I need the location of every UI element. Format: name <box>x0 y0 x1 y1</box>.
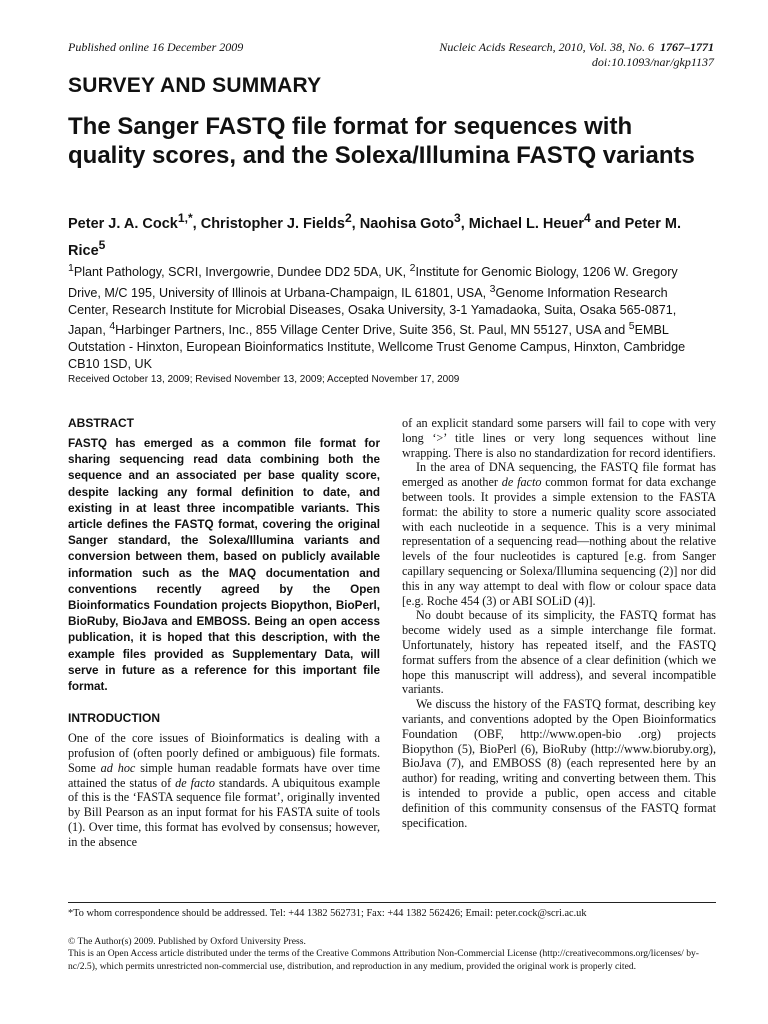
affil-marker: 5 <box>628 320 635 333</box>
affiliation-text: Harbinger Partners, Inc., 855 Village Center Drive, Suite 356, St. Paul, MN 55127, USA and <box>115 323 629 338</box>
abstract-heading: ABSTRACT <box>68 416 134 430</box>
left-column <box>68 416 380 850</box>
italic-term: de facto <box>175 775 215 790</box>
affiliation-text: EMBL Outstation - Hinxton, European Bioinformatics Institute, Wellcome Trust Genome Campus, Hinxton, Cambridge CB10 1SD, UK <box>68 323 686 371</box>
affiliation-text: Plant Pathology, SCRI, Invergowrie, Dundee DD2 5DA, UK, <box>73 265 410 280</box>
intro-paragraph <box>402 460 716 608</box>
affiliation-text: Genome Information Research Center, Research Institute for Microbial Diseases, Osaka University, 3-1 Yamadaoka, Suita, Osaka 565-0871, Japan, <box>68 285 677 338</box>
affil-marker: 1 <box>68 262 74 274</box>
intro-paragraph: We discuss the history of the FASTQ format, describing key variants, and conventions adopted by the Open Bioinformatics Foundation (OBF, http://www.open-bio .org) projects Biopython (5), BioPerl (6), BioRuby (http://www.bioruby.org), BioJava (7), and EMBOSS (8) (each represented here by an author) for reading, writing and converting between them. This is intended to provide a public, open access and citable definition of this community consensus of the FASTQ format specification. <box>402 697 716 830</box>
received-dates: Received October 13, 2009; Revised November 13, 2009; Accepted November 17, 2009 <box>68 374 460 385</box>
text-run: One of the core issues of Bioinformatics is dealing with a profusion of (often poorly defined or ambiguous) file formats. Some <box>68 731 380 775</box>
right-column <box>402 416 716 830</box>
copyright-line: © The Author(s) 2009. Published by Oxford University Press. <box>68 936 306 947</box>
author-affil-marker: 5 <box>98 237 106 252</box>
article-title: The Sanger FASTQ file format for sequences with quality scores, and the Solexa/Illumina FASTQ variants <box>68 113 695 169</box>
text-run: common format for data exchange between tools. It provides a simple extension to the FASTA format: the ability to store a numeric quality score associated with each nucleotide in a sequence. This is a very minimal representation of a sequencing read—nothing about the relative levels of the four nucleotides is captured [e.g. from Sanger capillary sequencing or Solexa/Illumina sequencing (2)] nor did this in any way attempt to deal with flow or colour space data [e.g. Roche 454 (3) or ABI SOLiD (4)]. <box>402 475 716 608</box>
intro-paragraph <box>68 731 380 849</box>
footnote-divider <box>68 902 716 903</box>
intro-paragraph: No doubt because of its simplicity, the FASTQ format has become widely used as a simple interchange file format. Unfortunately, history has repeated itself, and the FASTQ format suffers from the absence of a clear definition (which we hope this manuscript will address), and several incompatible variants. <box>402 608 716 697</box>
affiliation-text: Institute for Genomic Biology, 1206 W. Gregory Drive, M/C 195, University of Illinois at Urbana-Champaign, IL 61801, USA, <box>68 265 678 300</box>
introduction-heading: INTRODUCTION <box>68 711 160 726</box>
affil-marker: 2 <box>409 262 416 274</box>
doi[interactable]: doi:10.1093/nar/gkp1137 <box>591 55 714 69</box>
license-notice <box>68 936 716 973</box>
page-range: 1767–1771 <box>660 40 714 54</box>
author-name: Naohisa Goto <box>359 215 454 232</box>
abstract-text: FASTQ has emerged as a common file format for sharing sequencing read data combining both the sequence and an associated per base quality score, despite lacking any formal definition to date, and existing in at least three incompatible variants. This article defines the FASTQ format, covering the original Sanger standard, the Solexa/Illumina variants and conversion between them, based on publicly available information such as the MAQ documentation and conventions recently agreed by the Open Bioinformatics Foundation projects Biopython, BioPerl, BioRuby, BioJava and EMBOSS. Being an open access publication, it is hoped that this description, with the example files provided as Supplementary Data, will serve in future as a reference for this important file format. <box>68 437 380 694</box>
license-text: This is an Open Access article distributed under the terms of the Creative Commons Attribution Non-Commercial License (http://creativecommons.org/licenses/ by-nc/2.5), which permits unrestricted non-commercial use, distribution, and reproduction in any medium, provided the original work is properly cited. <box>68 948 699 972</box>
intro-paragraph-continued: of an explicit standard some parsers will fail to cope with very long ‘>’ title lines or very long sequences without line wrapping. There is also no standardization for record identifiers. <box>402 416 716 460</box>
text-run: simple human readable formats have over time attained the status of <box>68 760 380 790</box>
affiliations <box>68 260 704 372</box>
text-run: In the area of DNA sequencing, the FASTQ file format has emerged as another <box>402 460 716 490</box>
author-list: Peter J. A. Cock$^{1,*}$, Christopher J. Fields$^2$, Naohisa Goto$^3$, Michael L. Heuer$^4$ and Peter M. Rice$^5$ <box>68 211 681 259</box>
italic-term: ad hoc <box>100 760 136 775</box>
section-label: SURVEY AND SUMMARY <box>68 74 322 97</box>
publication-date: Published online 16 December 2009 <box>68 40 244 54</box>
author-affil-marker: 2 <box>344 211 352 225</box>
author-affil-marker: 3 <box>454 211 461 225</box>
author-name: Peter M. Rice <box>68 215 681 259</box>
author-affil-marker: 4 <box>584 211 591 225</box>
author-name: Christopher J. Fields <box>200 215 345 232</box>
italic-term: de facto <box>501 475 542 490</box>
journal-name: Nucleic Acids Research, 2010, Vol. 38, No. 6 <box>439 40 654 54</box>
author-name: Michael L. Heuer <box>468 215 585 232</box>
author-conjunction: and <box>594 215 621 232</box>
author-affil-marker: 1,* <box>177 211 193 225</box>
author-name: Peter J. A. Cock <box>68 215 178 232</box>
journal-citation <box>439 40 714 70</box>
affil-marker: 4 <box>109 320 116 333</box>
text-run: standards. A ubiquitous example of this is the ‘FASTA sequence file format’, originally invented by Bill Pearson as an input format for his FASTA suite of tools (1). Over time, this format has evolved by consensus; however, in the absence <box>68 775 380 849</box>
correspondence-footnote: *To whom correspondence should be addressed. Tel: +44 1382 562731; Fax: +44 1382 562426; Email: peter.cock@scri.ac.uk <box>68 908 587 919</box>
affil-marker: 3 <box>489 282 496 295</box>
